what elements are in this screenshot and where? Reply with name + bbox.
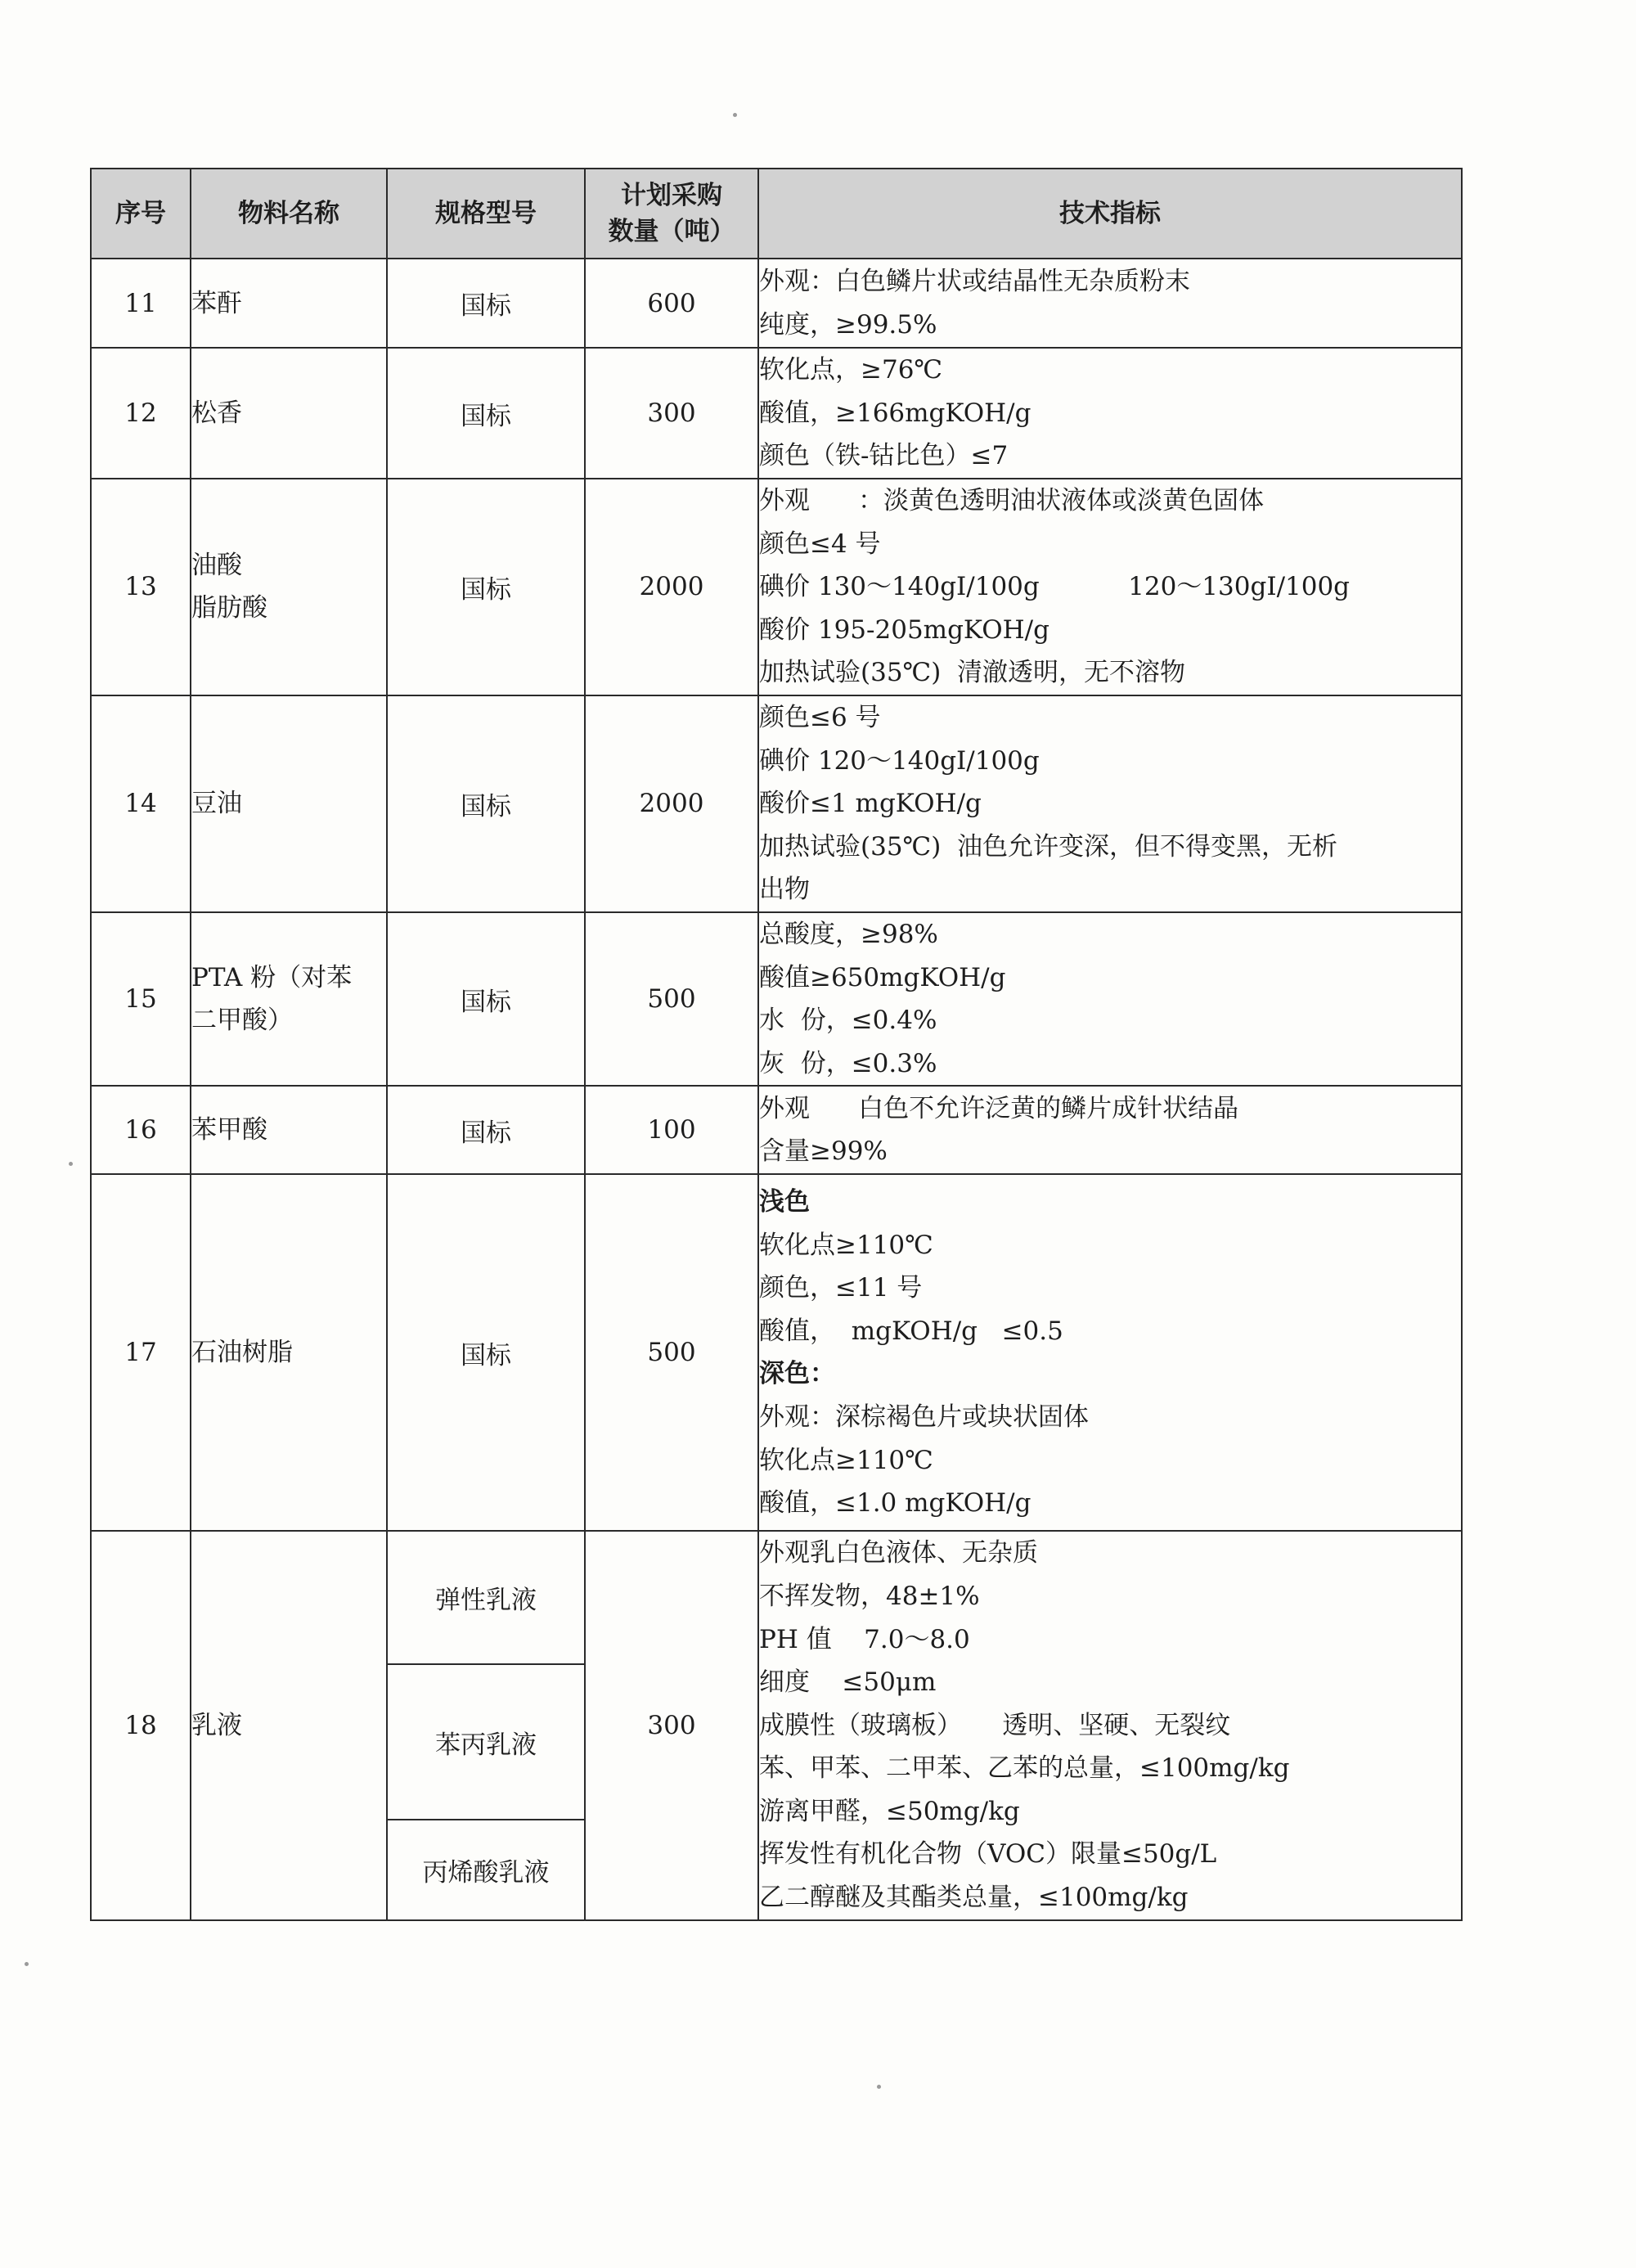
spec-line: 成膜性（玻璃板） 透明、坚硬、无裂纹 [759, 1710, 1231, 1740]
spec-line: 游离甲醛，≤50mg/kg [759, 1796, 1020, 1826]
table-row [91, 695, 1462, 912]
row-name: 苯甲酸 [191, 1086, 387, 1174]
row-model: 国标 [387, 259, 585, 348]
table-row [91, 1086, 1462, 1174]
spec-line: 乙二醇醚及其酯类总量，≤100mg/kg [759, 1883, 1189, 1913]
row-sub-model: 苯丙乳液 [387, 1664, 585, 1820]
row-name [191, 912, 387, 1086]
spec-line: 颜色≤4 号 [759, 529, 881, 559]
header-qty-line1: 计划采购 [621, 181, 722, 210]
spec-line: 外观 ：淡黄色透明油状液体或淡黄色固体 [759, 486, 1265, 515]
row-spec [758, 259, 1462, 348]
row-spec [758, 479, 1462, 695]
table-header-row [91, 169, 1462, 259]
spec-line: 含量≥99% [759, 1136, 888, 1167]
table-row [91, 259, 1462, 348]
row-name: 石油树脂 [191, 1174, 387, 1531]
row-no: 12 [91, 348, 191, 479]
row-qty: 300 [585, 348, 758, 479]
row-spec [758, 695, 1462, 912]
row-qty: 500 [585, 912, 758, 1086]
row-no: 15 [91, 912, 191, 1086]
row-no: 18 [91, 1531, 191, 1919]
header-model: 规格型号 [387, 169, 585, 259]
spec-line: 酸值，≤1.0 mgKOH/g [759, 1488, 1031, 1519]
spec-line: 酸值，≥166mgKOH/g [759, 398, 1031, 428]
spec-line: PH 值 7.0～8.0 [759, 1624, 970, 1654]
row-no: 11 [91, 259, 191, 348]
row-qty: 500 [585, 1174, 758, 1531]
spec-line: 挥发性有机化合物（VOC）限量≤50g/L [759, 1839, 1217, 1870]
spec-line: 软化点≥110℃ [759, 1230, 933, 1260]
spec-line: 水 份，≤0.4% [759, 1006, 937, 1036]
spec-line: 酸价≤1 mgKOH/g [759, 789, 982, 819]
row-name [191, 479, 387, 695]
row-no: 14 [91, 695, 191, 912]
row-name: 乳液 [191, 1531, 387, 1919]
spec-line: 总酸度，≥98% [759, 919, 938, 949]
spec-section-title: 浅色 [759, 1186, 810, 1217]
scan-speck [877, 2085, 881, 2089]
header-spec: 技术指标 [758, 169, 1462, 259]
table-row [91, 1531, 1462, 1663]
row-model: 国标 [387, 479, 585, 695]
spec-line: 颜色（铁-钴比色）≤7 [759, 441, 1009, 471]
row-no: 13 [91, 479, 191, 695]
spec-line: 外观：白色鳞片状或结晶性无杂质粉末 [759, 266, 1190, 296]
row-name-line: 油酸 [191, 551, 242, 581]
spec-line: 酸值≥650mgKOH/g [759, 962, 1006, 992]
row-name-line: 脂肪酸 [191, 593, 267, 623]
row-spec [758, 1086, 1462, 1174]
header-qty-line2: 数量（吨） [608, 217, 735, 246]
spec-line: 苯、甲苯、二甲苯、乙苯的总量，≤100mg/kg [759, 1753, 1290, 1784]
row-model: 国标 [387, 695, 585, 912]
spec-line: 灰 份，≤0.3% [759, 1048, 937, 1078]
spec-line: 细度 ≤50μm [759, 1667, 937, 1698]
row-qty: 600 [585, 259, 758, 348]
row-qty: 2000 [585, 479, 758, 695]
row-sub-model: 丙烯酸乳液 [387, 1820, 585, 1919]
spec-line: 碘价 120～140gI/100g [759, 745, 1040, 776]
row-qty: 300 [585, 1531, 758, 1919]
row-model: 国标 [387, 1174, 585, 1531]
row-name: 松香 [191, 348, 387, 479]
spec-line: 颜色，≤11 号 [759, 1273, 923, 1303]
spec-line: 出物 [759, 875, 810, 905]
row-model: 国标 [387, 1086, 585, 1174]
table-row [91, 912, 1462, 1086]
row-name-line: 二甲酸） [191, 1006, 293, 1036]
spec-line: 不挥发物，48±1% [759, 1581, 980, 1611]
row-name-line: PTA 粉（对苯 [191, 963, 353, 993]
table-row [91, 1174, 1462, 1531]
scan-speck [733, 113, 737, 117]
scan-speck [25, 1962, 29, 1966]
spec-line: 酸价 195-205mgKOH/g [759, 614, 1049, 645]
table-row [91, 479, 1462, 695]
row-spec [758, 348, 1462, 479]
spec-line: 碘价 130～140gI/100g 120～130gI/100g [759, 572, 1351, 602]
spec-line: 加热试验(35℃) 清澈透明，无不溶物 [759, 658, 1186, 688]
row-qty: 100 [585, 1086, 758, 1174]
document-page [90, 168, 1461, 1921]
header-qty [585, 169, 758, 259]
material-spec-table [90, 168, 1463, 1921]
row-no: 16 [91, 1086, 191, 1174]
row-sub-model: 弹性乳液 [387, 1531, 585, 1663]
table-row [91, 348, 1462, 479]
scan-speck [69, 1162, 73, 1166]
spec-line: 纯度，≥99.5% [759, 309, 937, 340]
spec-line: 酸值， mgKOH/g ≤0.5 [759, 1316, 1063, 1346]
row-spec [758, 912, 1462, 1086]
header-no: 序号 [91, 169, 191, 259]
header-name: 物料名称 [191, 169, 387, 259]
spec-section-title: 深色： [759, 1359, 835, 1389]
row-model: 国标 [387, 912, 585, 1086]
row-qty: 2000 [585, 695, 758, 912]
row-model: 国标 [387, 348, 585, 479]
spec-line: 颜色≤6 号 [759, 702, 881, 732]
row-name: 苯酐 [191, 259, 387, 348]
spec-line: 软化点≥110℃ [759, 1445, 933, 1475]
spec-line: 外观 白色不允许泛黄的鳞片成针状结晶 [759, 1093, 1239, 1123]
spec-line: 加热试验(35℃) 油色允许变深，但不得变黑，无析 [759, 831, 1338, 862]
row-no: 17 [91, 1174, 191, 1531]
spec-line: 外观乳白色液体、无杂质 [759, 1538, 1038, 1568]
row-spec [758, 1174, 1462, 1531]
spec-line: 软化点，≥76℃ [759, 355, 943, 385]
spec-line: 外观：深棕褐色片或块状固体 [759, 1402, 1089, 1432]
row-spec [758, 1531, 1462, 1919]
row-name: 豆油 [191, 695, 387, 912]
